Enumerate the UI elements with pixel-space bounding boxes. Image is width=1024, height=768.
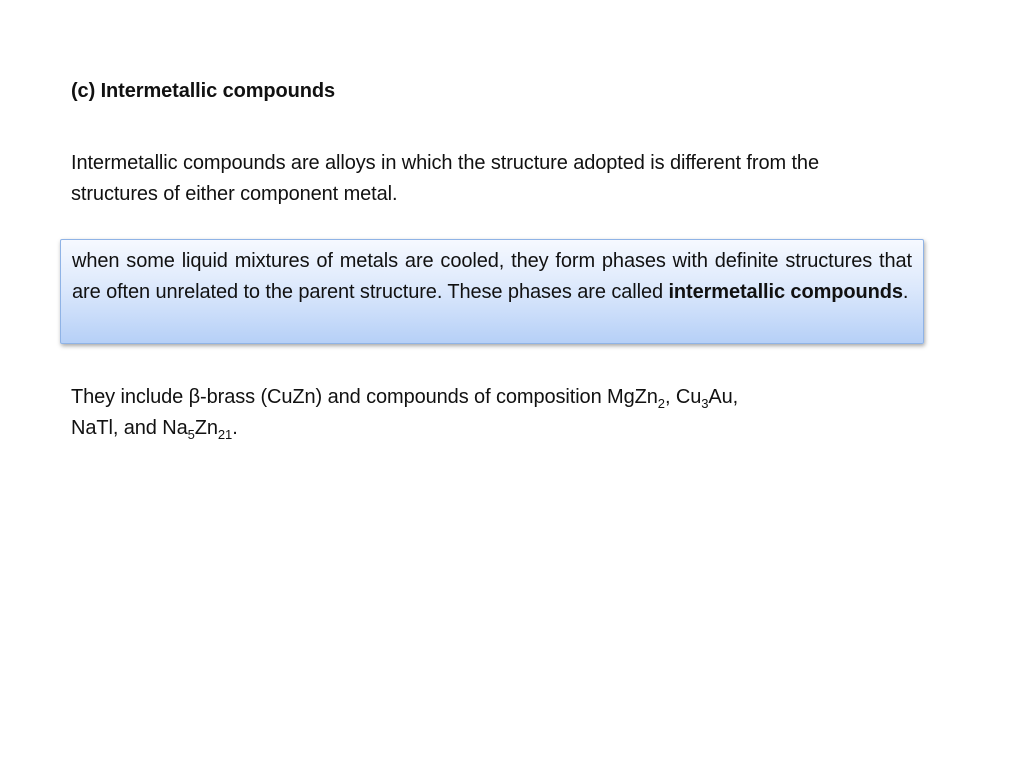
- callout-bold-term: intermetallic compounds: [668, 281, 903, 303]
- slide-heading: (c) Intermetallic compounds: [71, 80, 336, 102]
- na-subscript: 5: [187, 427, 195, 442]
- examples-sep1: , Cu: [664, 386, 702, 408]
- cu-subscript: 3: [701, 396, 709, 411]
- callout-text-after: .: [902, 281, 909, 303]
- examples-zn: Zn: [194, 417, 218, 439]
- examples-prefix: They include β-brass (CuZn) and compounds of composition MgZn: [71, 386, 658, 408]
- zn-subscript: 21: [217, 427, 233, 442]
- mgzn-subscript: 2: [657, 396, 665, 411]
- examples-end: .: [232, 417, 238, 439]
- definition-callout-box: [60, 239, 924, 344]
- examples-natl: NaTl, and Na: [71, 417, 188, 439]
- examples-au: Au,: [708, 386, 739, 408]
- examples-paragraph: [71, 382, 911, 444]
- callout-text-before: when some liquid mixtures of metals are cooled, they form phases with definite structures that are often unrelated to the parent structure. These phases are called: [72, 250, 912, 303]
- callout-text: [72, 246, 912, 308]
- intro-paragraph: Intermetallic compounds are alloys in which the structure adopted is different from the structures of either component metal.: [71, 152, 819, 205]
